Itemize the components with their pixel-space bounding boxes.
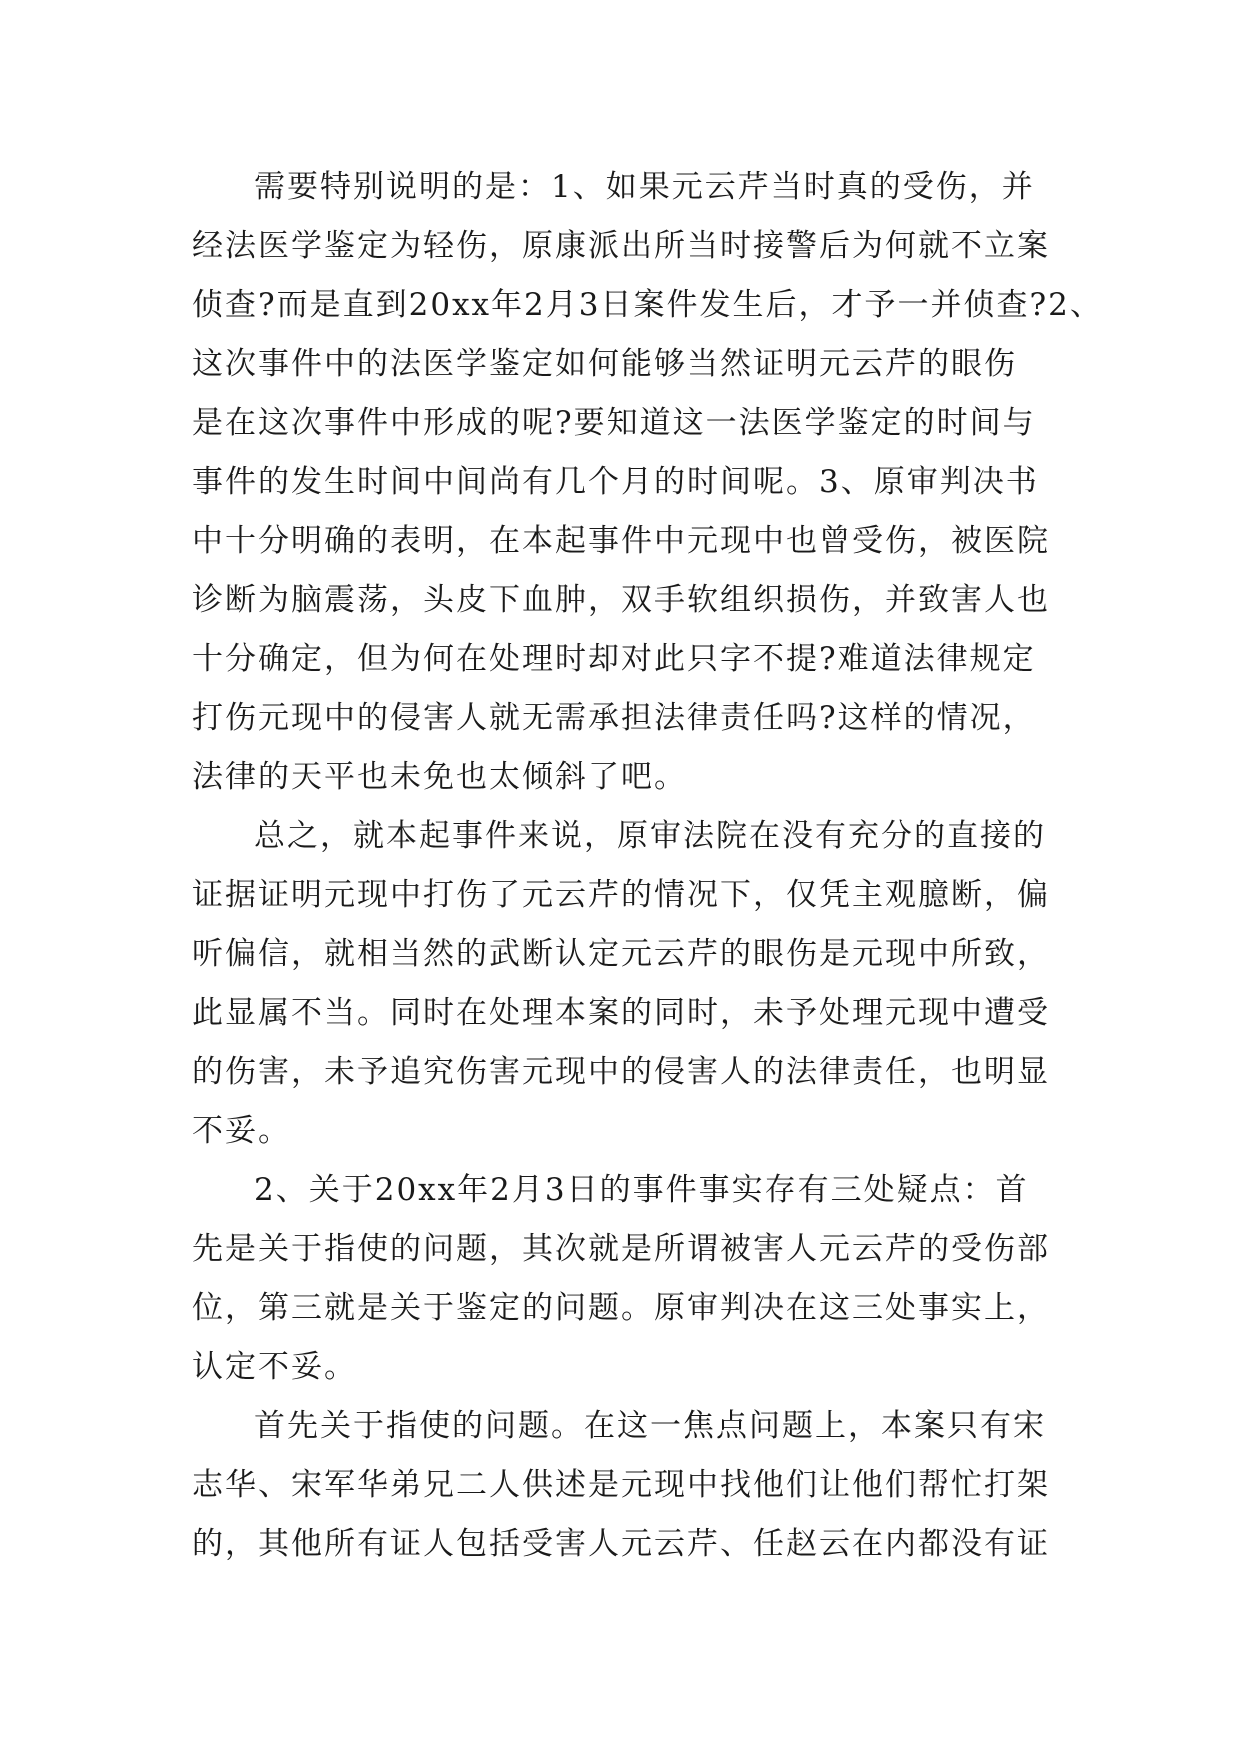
paragraph — [192, 807, 1062, 1161]
text-line: 此显属不当。同时在处理本案的同时，未予处理元现中遭受 — [192, 995, 1050, 1031]
text-line: 认定不妥。 — [192, 1349, 357, 1385]
text-line: 位，第三就是关于鉴定的问题。原审判决在这三处事实上， — [192, 1290, 1050, 1326]
paragraph — [192, 1397, 1062, 1574]
text-line: 2、关于20xx年2月3日的事件事实存有三处疑点：首 — [254, 1172, 1029, 1208]
text-line: 经法医学鉴定为轻伤，原康派出所当时接警后为何就不立案 — [192, 228, 1050, 264]
text-line: 十分确定，但为何在处理时却对此只字不提?难道法律规定 — [192, 641, 1036, 677]
text-line: 诊断为脑震荡，头皮下血肿，双手软组织损伤，并致害人也 — [192, 582, 1050, 618]
text-line: 打伤元现中的侵害人就无需承担法律责任吗?这样的情况， — [192, 700, 1036, 736]
text-line: 中十分明确的表明，在本起事件中元现中也曾受伤，被医院 — [192, 523, 1050, 559]
text-line: 不妥。 — [192, 1113, 291, 1149]
text-line: 的伤害，未予追究伤害元现中的侵害人的法律责任，也明显 — [192, 1054, 1050, 1090]
text-line: 需要特别说明的是：1、如果元云芹当时真的受伤，并 — [254, 169, 1035, 205]
text-line: 听偏信，就相当然的武断认定元云芹的眼伤是元现中所致， — [192, 936, 1050, 972]
text-line: 证据证明元现中打伤了元云芹的情况下，仅凭主观臆断，偏 — [192, 877, 1050, 913]
text-line: 法律的天平也未免也太倾斜了吧。 — [192, 759, 687, 795]
text-line: 先是关于指使的问题，其次就是所谓被害人元云芹的受伤部 — [192, 1231, 1050, 1267]
text-line: 总之，就本起事件来说，原审法院在没有充分的直接的 — [254, 818, 1046, 854]
text-line: 事件的发生时间中间尚有几个月的时间呢。3、原审判决书 — [192, 464, 1039, 500]
text-line: 这次事件中的法医学鉴定如何能够当然证明元云芹的眼伤 — [192, 346, 1017, 382]
text-line: 志华、宋军华弟兄二人供述是元现中找他们让他们帮忙打架 — [192, 1467, 1050, 1503]
text-line: 侦查?而是直到20xx年2月3日案件发生后，才予一并侦查?2、 — [192, 287, 1103, 323]
text-line: 首先关于指使的问题。在这一焦点问题上，本案只有宋 — [254, 1408, 1046, 1444]
text-line: 的，其他所有证人包括受害人元云芹、任赵云在内都没有证 — [192, 1526, 1050, 1562]
text-line: 是在这次事件中形成的呢?要知道这一法医学鉴定的时间与 — [192, 405, 1036, 441]
paragraph — [192, 158, 1103, 807]
paragraph — [192, 1161, 1062, 1397]
document-body — [192, 158, 1103, 1574]
